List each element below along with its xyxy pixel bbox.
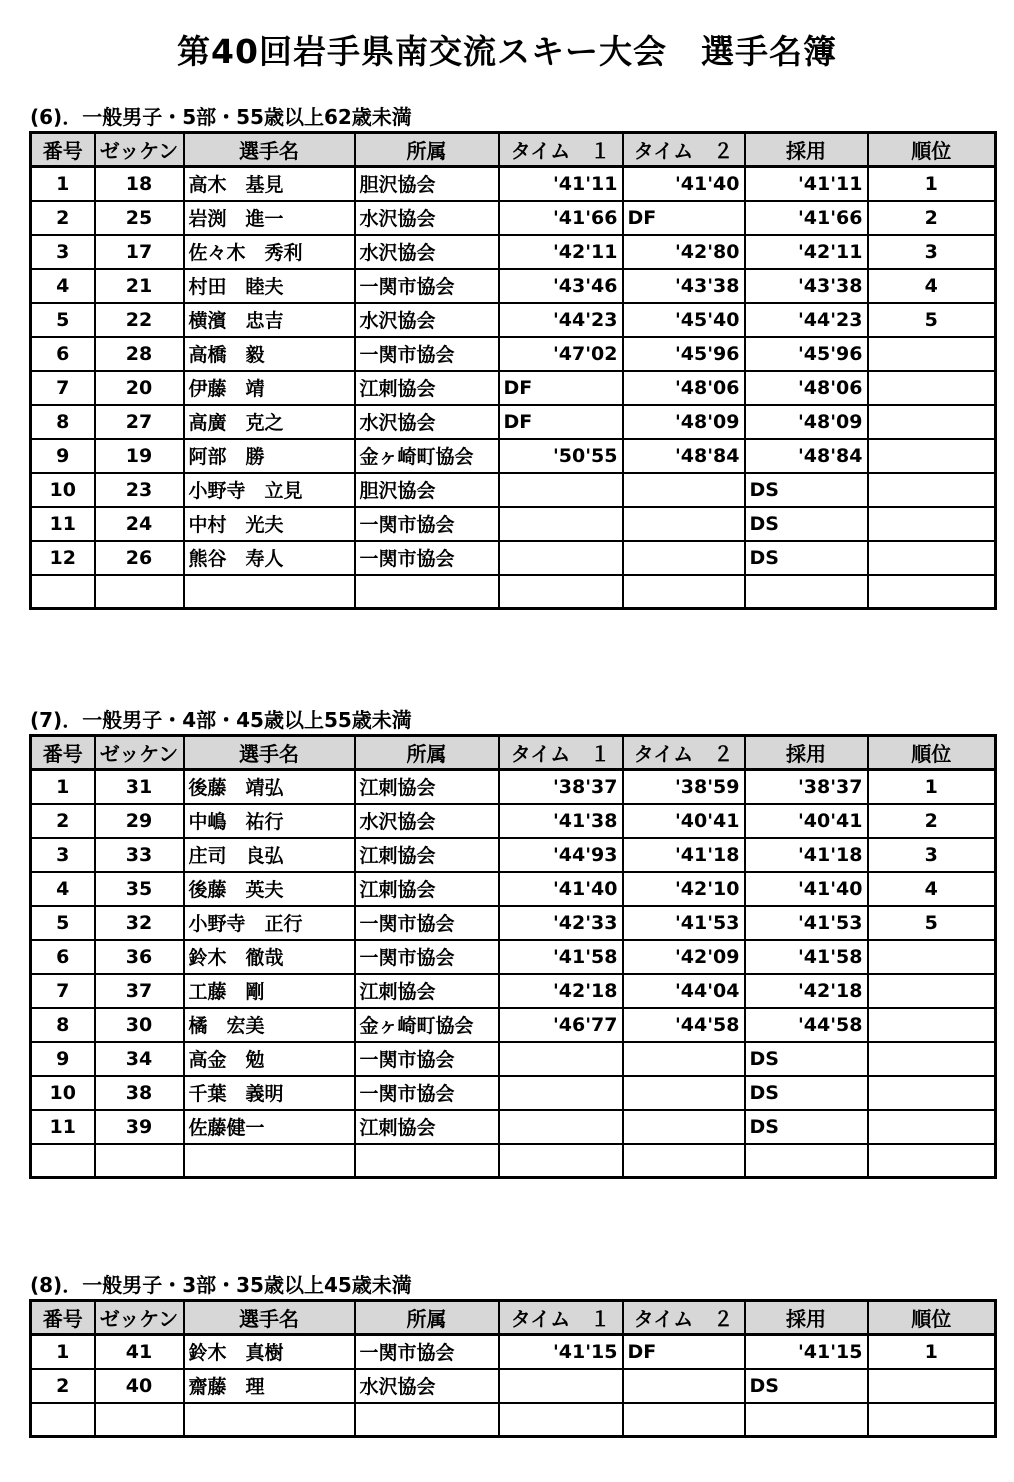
cell-club: 金ヶ崎町協会 xyxy=(355,1008,499,1042)
cell-adopted: '42'18 xyxy=(745,974,868,1008)
cell-club: 水沢協会 xyxy=(355,1369,499,1403)
cell-adopted: '48'84 xyxy=(745,439,868,473)
cell-rank: 2 xyxy=(868,201,996,235)
cell-rank xyxy=(868,439,996,473)
cell-bib: 19 xyxy=(95,439,184,473)
cell-club: 一関市協会 xyxy=(355,1076,499,1110)
section-title: (6)．一般男子・5部・55歳以上62歳未満 xyxy=(30,105,412,129)
cell-bib: 36 xyxy=(95,940,184,974)
cell-athlete-name xyxy=(184,1403,355,1437)
cell-number: 5 xyxy=(31,303,95,337)
cell-athlete-name: 鈴木 真樹 xyxy=(184,1335,355,1369)
cell-adopted: '41'66 xyxy=(745,201,868,235)
cell-number: 2 xyxy=(31,1369,95,1403)
cell-time-1 xyxy=(499,405,623,439)
cell-number: 6 xyxy=(31,940,95,974)
table-row xyxy=(31,974,996,1008)
cell-athlete-name: 庄司 良弘 xyxy=(184,838,355,872)
cell-number: 2 xyxy=(31,804,95,838)
cell-time-1: '47'02 xyxy=(499,337,623,371)
cell-time-2: '38'59 xyxy=(623,770,745,804)
cell-number: 3 xyxy=(31,838,95,872)
cell-rank: 2 xyxy=(868,804,996,838)
cell-time-1 xyxy=(499,1369,623,1403)
header-time-2: タイム ２ xyxy=(623,1301,745,1335)
cell-bib: 27 xyxy=(95,405,184,439)
header-number: 番号 xyxy=(31,1301,95,1335)
cell-time-2: '45'96 xyxy=(623,337,745,371)
cell-athlete-name: 伊藤 靖 xyxy=(184,371,355,405)
cell-number: 4 xyxy=(31,872,95,906)
status-ds: DS xyxy=(749,1047,779,1070)
cell-time-1: '41'11 xyxy=(499,167,623,201)
cell-athlete-name: 小野寺 正行 xyxy=(184,906,355,940)
cell-number: 4 xyxy=(31,269,95,303)
cell-time-2: '44'58 xyxy=(623,1008,745,1042)
cell-number: 9 xyxy=(31,439,95,473)
cell-athlete-name: 高廣 克之 xyxy=(184,405,355,439)
table-row xyxy=(31,473,996,507)
table-row xyxy=(31,940,996,974)
table-row xyxy=(31,1335,996,1369)
results-table xyxy=(29,734,997,1179)
cell-time-1 xyxy=(499,1110,623,1144)
table-row xyxy=(31,235,996,269)
cell-bib: 35 xyxy=(95,872,184,906)
cell-number: 8 xyxy=(31,1008,95,1042)
table-row xyxy=(31,1110,996,1144)
cell-rank xyxy=(868,371,996,405)
cell-time-1: '46'77 xyxy=(499,1008,623,1042)
cell-time-2: '43'38 xyxy=(623,269,745,303)
cell-adopted xyxy=(745,1110,868,1144)
cell-number: 1 xyxy=(31,167,95,201)
cell-adopted: '41'58 xyxy=(745,940,868,974)
cell-time-2: '41'40 xyxy=(623,167,745,201)
header-club: 所属 xyxy=(355,133,499,167)
cell-adopted: '41'53 xyxy=(745,906,868,940)
status-ds: DS xyxy=(749,1374,779,1397)
cell-adopted: '44'58 xyxy=(745,1008,868,1042)
header-athlete-name: 選手名 xyxy=(184,736,355,770)
table-row xyxy=(31,269,996,303)
table-row xyxy=(31,906,996,940)
cell-athlete-name: 後藤 靖弘 xyxy=(184,770,355,804)
cell-bib: 17 xyxy=(95,235,184,269)
cell-athlete-name: 村田 睦夫 xyxy=(184,269,355,303)
cell-time-2: '42'10 xyxy=(623,872,745,906)
cell-rank xyxy=(868,541,996,575)
cell-number: 1 xyxy=(31,770,95,804)
cell-time-1: '44'93 xyxy=(499,838,623,872)
results-table xyxy=(29,131,997,610)
cell-number xyxy=(31,575,95,609)
section-title: (8)．一般男子・3部・35歳以上45歳未満 xyxy=(30,1273,412,1297)
cell-adopted: '41'18 xyxy=(745,838,868,872)
table-row xyxy=(31,405,996,439)
cell-time-1 xyxy=(499,371,623,405)
cell-number xyxy=(31,1403,95,1437)
cell-bib: 28 xyxy=(95,337,184,371)
cell-adopted xyxy=(745,507,868,541)
cell-time-1: '44'23 xyxy=(499,303,623,337)
table-row xyxy=(31,201,996,235)
cell-club: 江刺協会 xyxy=(355,371,499,405)
cell-athlete-name: 工藤 剛 xyxy=(184,974,355,1008)
header-time-2: タイム ２ xyxy=(623,133,745,167)
cell-athlete-name: 齋藤 理 xyxy=(184,1369,355,1403)
table-row xyxy=(31,872,996,906)
cell-time-2: '42'80 xyxy=(623,235,745,269)
cell-rank xyxy=(868,337,996,371)
cell-adopted: '41'40 xyxy=(745,872,868,906)
cell-time-1 xyxy=(499,1403,623,1437)
cell-number: 7 xyxy=(31,371,95,405)
table-row xyxy=(31,337,996,371)
cell-athlete-name: 高金 勉 xyxy=(184,1042,355,1076)
cell-time-2 xyxy=(623,1042,745,1076)
cell-adopted xyxy=(745,1042,868,1076)
table-row xyxy=(31,1144,996,1178)
cell-time-1: '41'40 xyxy=(499,872,623,906)
cell-bib: 32 xyxy=(95,906,184,940)
cell-athlete-name: 小野寺 立見 xyxy=(184,473,355,507)
header-rank: 順位 xyxy=(868,1301,996,1335)
header-row xyxy=(31,1301,996,1335)
cell-adopted: '44'23 xyxy=(745,303,868,337)
cell-club: 江刺協会 xyxy=(355,974,499,1008)
table-row xyxy=(31,1403,996,1437)
table-row xyxy=(31,507,996,541)
cell-time-2: '41'53 xyxy=(623,906,745,940)
cell-number: 11 xyxy=(31,507,95,541)
cell-athlete-name: 高橋 毅 xyxy=(184,337,355,371)
cell-time-2: '44'04 xyxy=(623,974,745,1008)
cell-time-1: '38'37 xyxy=(499,770,623,804)
cell-bib: 25 xyxy=(95,201,184,235)
header-club: 所属 xyxy=(355,736,499,770)
results-table xyxy=(29,1299,997,1438)
cell-club: 一関市協会 xyxy=(355,940,499,974)
cell-rank: 1 xyxy=(868,167,996,201)
cell-bib: 31 xyxy=(95,770,184,804)
status-ds: DS xyxy=(749,1081,779,1104)
cell-club: 一関市協会 xyxy=(355,269,499,303)
cell-time-1: '42'33 xyxy=(499,906,623,940)
cell-rank xyxy=(868,1008,996,1042)
status-df: DF xyxy=(627,1340,657,1363)
cell-rank xyxy=(868,575,996,609)
cell-time-1 xyxy=(499,473,623,507)
cell-athlete-name: 高木 基見 xyxy=(184,167,355,201)
cell-bib: 40 xyxy=(95,1369,184,1403)
cell-bib xyxy=(95,575,184,609)
cell-athlete-name: 熊谷 寿人 xyxy=(184,541,355,575)
cell-time-2 xyxy=(623,1369,745,1403)
cell-time-2: '48'84 xyxy=(623,439,745,473)
cell-club: 水沢協会 xyxy=(355,804,499,838)
header-athlete-name: 選手名 xyxy=(184,1301,355,1335)
cell-number: 5 xyxy=(31,906,95,940)
cell-time-2: '40'41 xyxy=(623,804,745,838)
cell-bib: 18 xyxy=(95,167,184,201)
cell-time-2 xyxy=(623,575,745,609)
cell-time-2: '45'40 xyxy=(623,303,745,337)
cell-number: 8 xyxy=(31,405,95,439)
cell-bib: 38 xyxy=(95,1076,184,1110)
cell-time-2 xyxy=(623,1144,745,1178)
cell-adopted xyxy=(745,1369,868,1403)
table-row xyxy=(31,371,996,405)
cell-rank: 1 xyxy=(868,1335,996,1369)
table-row xyxy=(31,1042,996,1076)
cell-time-2 xyxy=(623,1110,745,1144)
cell-athlete-name: 岩渕 進一 xyxy=(184,201,355,235)
cell-rank xyxy=(868,974,996,1008)
table-row xyxy=(31,1076,996,1110)
cell-time-1 xyxy=(499,1076,623,1110)
cell-adopted: '45'96 xyxy=(745,337,868,371)
cell-bib xyxy=(95,1144,184,1178)
cell-athlete-name: 千葉 義明 xyxy=(184,1076,355,1110)
cell-athlete-name: 横濱 忠吉 xyxy=(184,303,355,337)
cell-rank: 4 xyxy=(868,269,996,303)
cell-number: 7 xyxy=(31,974,95,1008)
cell-time-2 xyxy=(623,541,745,575)
table-row xyxy=(31,541,996,575)
cell-time-1 xyxy=(499,507,623,541)
table-row xyxy=(31,167,996,201)
cell-bib: 41 xyxy=(95,1335,184,1369)
section-title: (7)．一般男子・4部・45歳以上55歳未満 xyxy=(30,708,412,732)
header-bib: ゼッケン xyxy=(95,1301,184,1335)
cell-athlete-name: 佐々木 秀利 xyxy=(184,235,355,269)
table-row xyxy=(31,770,996,804)
cell-adopted: '41'15 xyxy=(745,1335,868,1369)
cell-time-1: '43'46 xyxy=(499,269,623,303)
cell-bib: 23 xyxy=(95,473,184,507)
cell-bib: 33 xyxy=(95,838,184,872)
cell-athlete-name: 佐藤健一 xyxy=(184,1110,355,1144)
cell-time-2 xyxy=(623,201,745,235)
cell-athlete-name: 阿部 勝 xyxy=(184,439,355,473)
cell-athlete-name: 中嶋 祐行 xyxy=(184,804,355,838)
page-title: 第40回岩手県南交流スキー大会 選手名簿 xyxy=(177,32,837,71)
cell-adopted: '40'41 xyxy=(745,804,868,838)
cell-adopted xyxy=(745,541,868,575)
cell-adopted: '38'37 xyxy=(745,770,868,804)
cell-rank xyxy=(868,473,996,507)
cell-time-2 xyxy=(623,1076,745,1110)
cell-bib: 39 xyxy=(95,1110,184,1144)
cell-time-2: '48'06 xyxy=(623,371,745,405)
cell-rank: 3 xyxy=(868,838,996,872)
cell-rank xyxy=(868,405,996,439)
cell-bib: 22 xyxy=(95,303,184,337)
status-df: DF xyxy=(627,206,657,229)
cell-number xyxy=(31,1144,95,1178)
cell-club: 一関市協会 xyxy=(355,906,499,940)
cell-club xyxy=(355,1403,499,1437)
cell-adopted: '48'09 xyxy=(745,405,868,439)
cell-number: 10 xyxy=(31,473,95,507)
cell-club: 一関市協会 xyxy=(355,1042,499,1076)
header-adopted: 採用 xyxy=(745,1301,868,1335)
cell-time-1: '50'55 xyxy=(499,439,623,473)
cell-time-2 xyxy=(623,1403,745,1437)
cell-adopted: '43'38 xyxy=(745,269,868,303)
table-row xyxy=(31,303,996,337)
cell-number: 11 xyxy=(31,1110,95,1144)
cell-time-1 xyxy=(499,575,623,609)
cell-adopted xyxy=(745,1144,868,1178)
status-df: DF xyxy=(503,410,533,433)
cell-adopted: '48'06 xyxy=(745,371,868,405)
cell-number: 2 xyxy=(31,201,95,235)
cell-time-2: '42'09 xyxy=(623,940,745,974)
cell-club: 一関市協会 xyxy=(355,1335,499,1369)
cell-bib: 37 xyxy=(95,974,184,1008)
cell-rank xyxy=(868,1403,996,1437)
cell-time-1: '41'38 xyxy=(499,804,623,838)
header-adopted: 採用 xyxy=(745,736,868,770)
cell-number: 9 xyxy=(31,1042,95,1076)
cell-time-1: '41'66 xyxy=(499,201,623,235)
cell-time-1 xyxy=(499,1144,623,1178)
cell-club: 一関市協会 xyxy=(355,337,499,371)
cell-rank xyxy=(868,1110,996,1144)
cell-rank: 5 xyxy=(868,303,996,337)
header-time-1: タイム １ xyxy=(499,133,623,167)
header-club: 所属 xyxy=(355,1301,499,1335)
cell-club: 水沢協会 xyxy=(355,405,499,439)
cell-club: 江刺協会 xyxy=(355,838,499,872)
cell-club: 水沢協会 xyxy=(355,201,499,235)
header-time-1: タイム １ xyxy=(499,736,623,770)
cell-time-2 xyxy=(623,473,745,507)
header-number: 番号 xyxy=(31,133,95,167)
status-ds: DS xyxy=(749,1115,779,1138)
cell-adopted: '41'11 xyxy=(745,167,868,201)
header-time-2: タイム ２ xyxy=(623,736,745,770)
cell-adopted xyxy=(745,575,868,609)
cell-club: 胆沢協会 xyxy=(355,167,499,201)
cell-number: 3 xyxy=(31,235,95,269)
cell-athlete-name: 鈴木 徹哉 xyxy=(184,940,355,974)
cell-number: 6 xyxy=(31,337,95,371)
table-row xyxy=(31,439,996,473)
cell-number: 1 xyxy=(31,1335,95,1369)
cell-athlete-name xyxy=(184,1144,355,1178)
cell-time-1: '41'58 xyxy=(499,940,623,974)
cell-club: 一関市協会 xyxy=(355,507,499,541)
cell-rank xyxy=(868,1076,996,1110)
header-row xyxy=(31,736,996,770)
cell-rank: 4 xyxy=(868,872,996,906)
cell-number: 10 xyxy=(31,1076,95,1110)
cell-bib: 29 xyxy=(95,804,184,838)
cell-time-1: '41'15 xyxy=(499,1335,623,1369)
cell-club: 水沢協会 xyxy=(355,303,499,337)
cell-club xyxy=(355,575,499,609)
cell-time-1 xyxy=(499,541,623,575)
cell-time-1: '42'11 xyxy=(499,235,623,269)
cell-club: 江刺協会 xyxy=(355,872,499,906)
cell-adopted xyxy=(745,1403,868,1437)
cell-club: 水沢協会 xyxy=(355,235,499,269)
cell-bib: 20 xyxy=(95,371,184,405)
cell-time-1 xyxy=(499,1042,623,1076)
header-adopted: 採用 xyxy=(745,133,868,167)
cell-athlete-name xyxy=(184,575,355,609)
status-df: DF xyxy=(503,376,533,399)
cell-rank: 3 xyxy=(868,235,996,269)
cell-adopted xyxy=(745,473,868,507)
header-row xyxy=(31,133,996,167)
cell-rank xyxy=(868,1042,996,1076)
cell-club: 江刺協会 xyxy=(355,1110,499,1144)
cell-bib: 21 xyxy=(95,269,184,303)
header-time-1: タイム １ xyxy=(499,1301,623,1335)
table-row xyxy=(31,575,996,609)
cell-time-2: '41'18 xyxy=(623,838,745,872)
header-rank: 順位 xyxy=(868,133,996,167)
cell-rank xyxy=(868,1144,996,1178)
cell-time-2: '48'09 xyxy=(623,405,745,439)
cell-athlete-name: 中村 光夫 xyxy=(184,507,355,541)
cell-bib: 26 xyxy=(95,541,184,575)
cell-time-1: '42'18 xyxy=(499,974,623,1008)
cell-rank xyxy=(868,1369,996,1403)
cell-bib: 34 xyxy=(95,1042,184,1076)
status-ds: DS xyxy=(749,546,779,569)
cell-athlete-name: 後藤 英夫 xyxy=(184,872,355,906)
cell-bib: 24 xyxy=(95,507,184,541)
cell-club: 一関市協会 xyxy=(355,541,499,575)
cell-time-2 xyxy=(623,507,745,541)
cell-club: 胆沢協会 xyxy=(355,473,499,507)
table-row xyxy=(31,838,996,872)
cell-bib: 30 xyxy=(95,1008,184,1042)
header-bib: ゼッケン xyxy=(95,133,184,167)
cell-adopted xyxy=(745,1076,868,1110)
cell-time-2 xyxy=(623,1335,745,1369)
header-athlete-name: 選手名 xyxy=(184,133,355,167)
table-row xyxy=(31,1369,996,1403)
cell-number: 12 xyxy=(31,541,95,575)
header-bib: ゼッケン xyxy=(95,736,184,770)
status-ds: DS xyxy=(749,478,779,501)
table-row xyxy=(31,804,996,838)
header-number: 番号 xyxy=(31,736,95,770)
cell-bib xyxy=(95,1403,184,1437)
cell-club xyxy=(355,1144,499,1178)
cell-athlete-name: 橘 宏美 xyxy=(184,1008,355,1042)
table-row xyxy=(31,1008,996,1042)
cell-adopted: '42'11 xyxy=(745,235,868,269)
cell-rank xyxy=(868,940,996,974)
status-ds: DS xyxy=(749,512,779,535)
header-rank: 順位 xyxy=(868,736,996,770)
cell-club: 江刺協会 xyxy=(355,770,499,804)
cell-rank xyxy=(868,507,996,541)
cell-rank: 5 xyxy=(868,906,996,940)
cell-rank: 1 xyxy=(868,770,996,804)
cell-club: 金ヶ崎町協会 xyxy=(355,439,499,473)
